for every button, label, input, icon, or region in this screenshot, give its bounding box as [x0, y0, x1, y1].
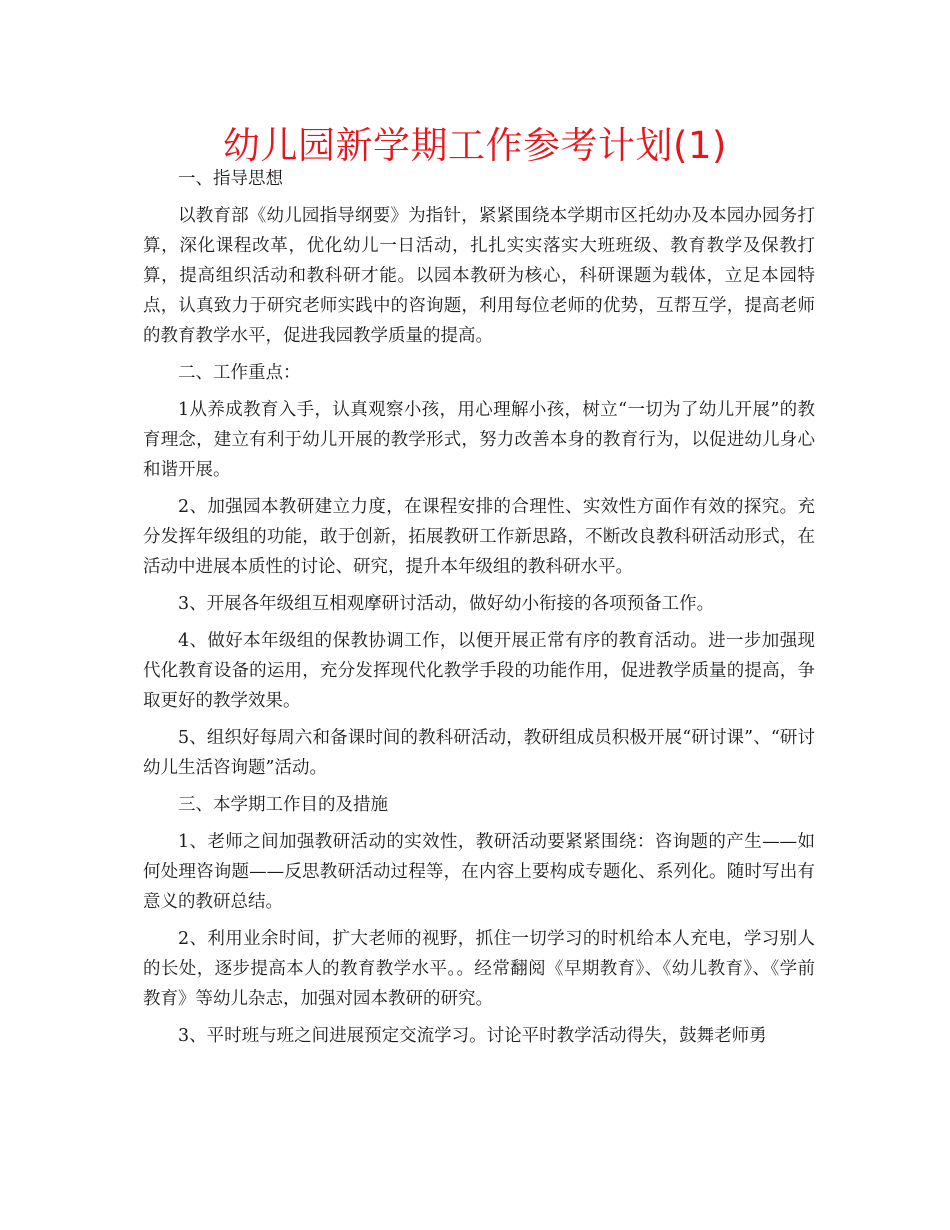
document-body	[143, 164, 815, 1058]
section-heading-work-focus: 二、工作重点：	[178, 363, 301, 383]
paragraph-focus-3: 3、开展各年级组互相观摩研讨活动，做好幼小衔接的各项预备工作。	[178, 594, 715, 614]
paragraph-focus-2: 2、加强园本教研建立力度，在课程安排的合理性、实效性方面作有效的探究。充分发挥年级组的功能，敢于创新，拓展教研工作新思路，不断改良教科研活动形式，在活动中进展本质性的讨论、研究，提升本年级组的教科研水平。	[143, 497, 815, 577]
paragraph-guiding-thought: 以教育部《幼儿园指导纲要》为指针，紧紧围绕本学期市区托幼办及本园办园务打算，深化课程改革，优化幼儿一日活动，扎扎实实落实大班班级、教育教学及保教打算，提高组织活动和教科研才能。以园本教研为核心，科研课题为载体，立足本园特点，认真致力于研究老师实践中的咨询题，利用每位老师的优势，互帮互学，提高老师的教育教学水平，促进我园教学质量的提高。	[143, 206, 815, 346]
paragraph-focus-5: 5、组织好每周六和备课时间的教科研活动，教研组成员积极开展“研讨课”、“研讨幼儿生活咨询题”活动。	[143, 728, 815, 778]
paragraph-measure-2: 2、利用业余时间，扩大老师的视野，抓住一切学习的时机给本人充电，学习别人的长处，逐步提高本人的教育教学水平。。经常翻阅《早期教育》、《幼儿教育》、《学前教育》等幼儿杂志，加强对园本教研的研究。	[143, 929, 815, 1009]
section-heading-guiding-thought: 一、指导思想	[178, 169, 283, 189]
paragraph-focus-1: 1从养成教育入手，认真观察小孩，用心理解小孩，树立“一切为了幼儿开展”的教育理念，建立有利于幼儿开展的教学形式，努力改善本身的教育行为，以促进幼儿身心和谐开展。	[143, 400, 815, 480]
paragraph-focus-4: 4、做好本年级组的保教协调工作，以便开展正常有序的教育活动。进一步加强现代化教育设备的运用，充分发挥现代化教学手段的功能作用，促进教学质量的提高，争取更好的教学效果。	[143, 631, 815, 711]
section-heading-goals-measures: 三、本学期工作目的及措施	[178, 795, 388, 815]
paragraph-measure-3: 3、平时班与班之间进展预定交流学习。讨论平时教学活动得失，鼓舞老师勇	[178, 1026, 767, 1046]
document-title: 幼儿园新学期工作参考计划(1)	[223, 124, 727, 167]
paragraph-measure-1: 1、老师之间加强教研活动的实效性，教研活动要紧紧围绕：咨询题的产生——如何处理咨询题——反思教研活动过程等，在内容上要构成专题化、系列化。随时写出有意义的教研总结。	[143, 832, 815, 912]
